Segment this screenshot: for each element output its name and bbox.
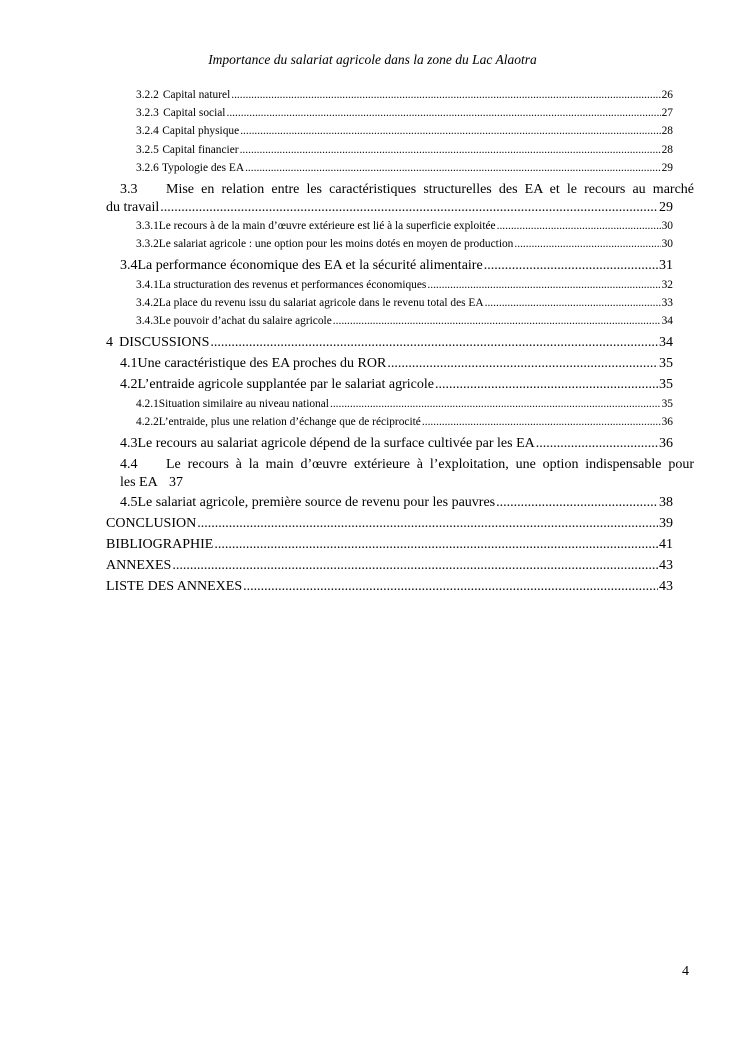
toc-page: 26	[661, 89, 673, 101]
toc-entry-3-2-2[interactable]	[136, 89, 673, 101]
toc-entry-3-2-3[interactable]	[136, 107, 673, 119]
toc-page: 39	[659, 516, 673, 531]
toc-leader-dots	[245, 162, 661, 174]
toc-title: ANNEXES	[106, 558, 172, 573]
toc-leader-dots	[330, 398, 661, 410]
toc-entry-annexes[interactable]	[106, 558, 673, 574]
toc-entry-3-2-4[interactable]	[136, 125, 673, 137]
toc-number: 4.2	[120, 377, 138, 392]
toc-entry-3-4-3[interactable]	[136, 315, 673, 327]
toc-title: Capital financier	[162, 144, 239, 156]
toc-number: 3.3.2	[136, 238, 159, 250]
toc-title: Le recours à la main d’œuvre extérieure à l’exploitation, une option indispensable pour	[166, 457, 694, 472]
toc-entry-4-1[interactable]	[120, 356, 673, 372]
toc-entry-liste-des-annexes[interactable]	[106, 579, 673, 595]
toc-number: 3.2.3	[136, 107, 159, 119]
toc-page: 30	[661, 238, 673, 250]
toc-leader-dots	[197, 516, 658, 532]
toc-page: 31	[659, 258, 673, 273]
toc-page: 32	[661, 279, 673, 291]
running-header: Importance du salariat agricole dans la zone du Lac Alaotra	[208, 52, 537, 67]
toc-entry-4[interactable]	[106, 335, 673, 351]
toc-number: 3.3	[120, 182, 138, 197]
toc-number: 3.2.6	[136, 162, 159, 174]
toc-entry-4-4-line1[interactable]	[120, 457, 694, 473]
toc-number: 4.2.1	[136, 398, 159, 410]
toc-title: Mise en relation entre les caractéristiques structurelles des EA et le recours au marché	[166, 182, 694, 197]
toc-number: 3.2.5	[136, 144, 159, 156]
toc-leader-dots	[496, 495, 658, 511]
toc-leader-dots	[160, 200, 658, 216]
toc-title-continued: les EA	[120, 475, 157, 490]
toc-page: 30	[661, 220, 673, 232]
toc-entry-3-3-line2[interactable]	[106, 200, 673, 216]
toc-leader-dots	[210, 335, 658, 351]
toc-page: 36	[661, 416, 673, 428]
toc-title: CONCLUSION	[106, 516, 197, 531]
toc-leader-dots	[435, 377, 658, 393]
toc-leader-dots	[243, 579, 658, 595]
toc-entry-4-2[interactable]	[120, 377, 673, 393]
toc-entry-3-3-1[interactable]	[136, 220, 673, 232]
toc-number: 3.2.2	[136, 89, 159, 101]
toc-title: DISCUSSIONS	[119, 335, 210, 350]
toc-number: 4.4	[120, 457, 138, 472]
toc-leader-dots	[387, 356, 658, 372]
toc-number: 3.3.1	[136, 220, 159, 232]
toc-title: Le pouvoir d’achat du salaire agricole	[158, 315, 332, 327]
toc-number: 3.4.3	[136, 315, 159, 327]
toc-leader-dots	[485, 297, 661, 309]
toc-leader-dots	[231, 89, 660, 101]
toc-title: La structuration des revenus et performances économiques	[158, 279, 427, 291]
toc-page: 35	[661, 398, 673, 410]
toc-title: Le recours à de la main d’œuvre extérieure est lié à la superficie exploitée	[158, 220, 496, 232]
toc-number: 4.5	[120, 495, 138, 510]
toc-page: 29	[659, 200, 673, 215]
toc-page: 29	[661, 162, 673, 174]
toc-leader-dots	[240, 125, 660, 137]
toc-page: 37	[168, 475, 183, 490]
toc-leader-dots	[333, 315, 661, 327]
toc-entry-3-4[interactable]	[120, 258, 673, 274]
toc-page: 34	[659, 335, 673, 350]
toc-entry-4-3[interactable]	[120, 436, 673, 452]
toc-page: 35	[659, 377, 673, 392]
toc-leader-dots	[422, 416, 661, 428]
toc-leader-dots	[214, 537, 658, 553]
toc-number: 3.4.2	[136, 297, 159, 309]
toc-number: 4.1	[120, 356, 138, 371]
toc-page: 27	[661, 107, 673, 119]
toc-page: 43	[659, 579, 673, 594]
toc-title: LISTE DES ANNEXES	[106, 579, 243, 594]
toc-title: Le salariat agricole, première source de revenu pour les pauvres	[137, 495, 496, 510]
toc-entry-3-4-2[interactable]	[136, 297, 673, 309]
toc-page: 43	[659, 558, 673, 573]
toc-page: 41	[659, 537, 673, 552]
toc-title: Capital social	[163, 107, 226, 119]
toc-entry-4-2-2[interactable]	[136, 416, 673, 428]
toc-title: Typologie des EA	[161, 162, 245, 174]
toc-number: 3.2.4	[136, 125, 159, 137]
toc-title: Une caractéristique des EA proches du ROR	[137, 356, 387, 371]
toc-title: Capital physique	[162, 125, 240, 137]
toc-entry-4-2-1[interactable]	[136, 398, 673, 410]
toc-leader-dots	[536, 436, 658, 452]
toc-entry-3-2-6[interactable]	[136, 162, 673, 174]
toc-number: 3.4.1	[136, 279, 159, 291]
toc-page: 38	[659, 495, 673, 510]
toc-entry-3-3-line1[interactable]	[120, 182, 694, 198]
toc-title: L’entraide, plus une relation d’échange que de réciprocité	[158, 416, 421, 428]
toc-title: Capital naturel	[162, 89, 231, 101]
toc-entry-4-5[interactable]	[120, 495, 673, 511]
toc-leader-dots	[226, 107, 660, 119]
toc-page: 36	[659, 436, 673, 451]
toc-title: La place du revenu issu du salariat agricole dans le revenu total des EA	[158, 297, 484, 309]
toc-title: L’entraide agricole supplantée par le salariat agricole	[137, 377, 434, 392]
toc-leader-dots	[484, 258, 658, 274]
toc-entry-4-4-line2[interactable]	[120, 475, 183, 491]
toc-entry-conclusion[interactable]	[106, 516, 673, 532]
toc-leader-dots	[497, 220, 661, 232]
toc-entry-3-3-2[interactable]	[136, 238, 673, 250]
toc-page: 28	[661, 125, 673, 137]
toc-entry-3-4-1[interactable]	[136, 279, 673, 291]
toc-leader-dots	[427, 279, 660, 291]
toc-leader-dots	[514, 238, 660, 250]
toc-page: 33	[661, 297, 673, 309]
toc-number: 3.4	[120, 258, 138, 273]
page-number: 4	[682, 964, 689, 979]
toc-title: Le recours au salariat agricole dépend de la surface cultivée par les EA	[137, 436, 535, 451]
toc-title: La performance économique des EA et la sécurité alimentaire	[137, 258, 483, 273]
toc-title: Situation similaire au niveau national	[158, 398, 329, 410]
toc-leader-dots	[172, 558, 658, 574]
toc-title: BIBLIOGRAPHIE	[106, 537, 214, 552]
toc-entry-3-2-5[interactable]	[136, 144, 673, 156]
toc-title: Le salariat agricole : une option pour les moins dotés en moyen de production	[158, 238, 514, 250]
toc-page: 28	[661, 144, 673, 156]
toc-number: 4.3	[120, 436, 138, 451]
toc-leader-dots	[240, 144, 661, 156]
toc-title-continued: du travail	[106, 200, 160, 215]
toc-entry-bibliographie[interactable]	[106, 537, 673, 553]
toc-page: 34	[661, 315, 673, 327]
toc-number: 4	[106, 335, 113, 350]
toc-number: 4.2.2	[136, 416, 159, 428]
toc-page: 35	[659, 356, 673, 371]
